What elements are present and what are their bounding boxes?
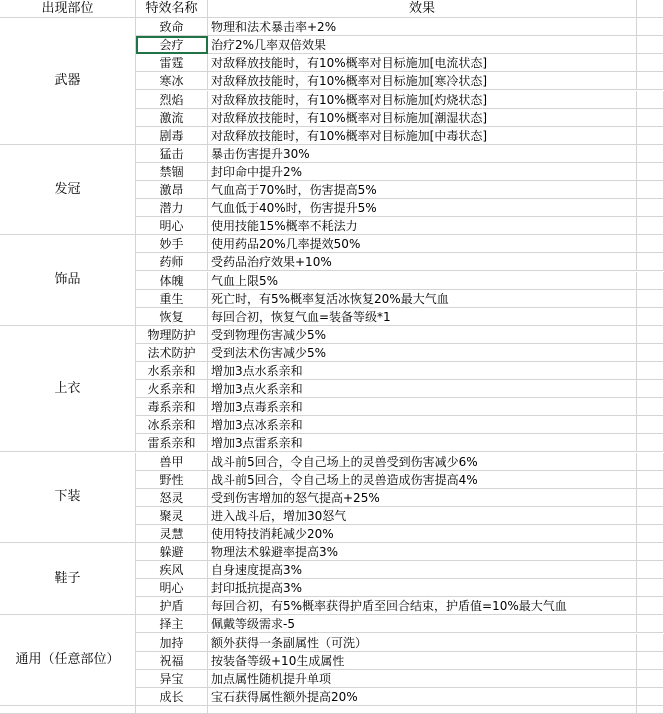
effect-desc-cell[interactable]: 对敌释放技能时，有10%概率对目标施加[电流状态] xyxy=(208,54,637,72)
effect-desc-cell[interactable]: 使用药品20%几率提效50% xyxy=(208,235,637,253)
effect-desc-cell[interactable]: 进入战斗后，增加30怒气 xyxy=(208,507,637,525)
effect-name-cell[interactable]: 灵慧 xyxy=(136,525,208,543)
empty-cell[interactable] xyxy=(637,199,664,217)
effect-name-cell[interactable]: 水系亲和 xyxy=(136,362,208,380)
empty-cell[interactable] xyxy=(637,308,664,326)
part-cell[interactable]: 下装 xyxy=(0,453,136,544)
empty-cell[interactable] xyxy=(637,615,664,633)
effect-name-cell[interactable]: 怒灵 xyxy=(136,489,208,507)
empty-cell[interactable] xyxy=(637,507,664,525)
effect-desc-cell[interactable]: 暴击伤害提升30% xyxy=(208,145,637,163)
empty-cell[interactable] xyxy=(637,145,664,163)
effect-desc-cell[interactable]: 对敌释放技能时，有10%概率对目标施加[潮湿状态] xyxy=(208,109,637,127)
effect-name-cell[interactable]: 雷霆 xyxy=(136,54,208,72)
effect-desc-cell[interactable]: 受药品治疗效果+10% xyxy=(208,253,637,271)
empty-cell[interactable] xyxy=(637,543,664,561)
effect-desc-cell[interactable]: 每回合初，恢复气血=装备等级*1 xyxy=(208,308,637,326)
empty-cell[interactable] xyxy=(637,688,664,706)
effect-name-cell[interactable]: 火系亲和 xyxy=(136,380,208,398)
effect-name-cell[interactable]: 兽甲 xyxy=(136,453,208,471)
effect-desc-cell[interactable]: 封印抵抗提高3% xyxy=(208,579,637,597)
effect-name-cell[interactable]: 激流 xyxy=(136,109,208,127)
effect-desc-cell[interactable]: 使用技能15%概率不耗法力 xyxy=(208,217,637,235)
effect-desc-cell[interactable]: 增加3点冰系亲和 xyxy=(208,416,637,434)
empty-cell[interactable] xyxy=(637,290,664,308)
effect-desc-cell[interactable]: 佩戴等级需求-5 xyxy=(208,615,637,633)
header-cell-part[interactable]: 出现部位 xyxy=(0,0,136,18)
effect-name-cell[interactable]: 致命 xyxy=(136,18,208,36)
empty-cell[interactable] xyxy=(208,706,637,714)
effect-desc-cell[interactable]: 按装备等级+10生成属性 xyxy=(208,652,637,670)
part-cell[interactable]: 通用（任意部位） xyxy=(0,615,136,706)
effect-desc-cell[interactable]: 对敌释放技能时，有10%概率对目标施加[灼烧状态] xyxy=(208,91,637,109)
effect-name-cell[interactable]: 择主 xyxy=(136,615,208,633)
empty-cell[interactable] xyxy=(637,471,664,489)
empty-cell[interactable] xyxy=(637,91,664,109)
effect-name-cell[interactable]: 重生 xyxy=(136,290,208,308)
effect-name-cell[interactable]: 冰系亲和 xyxy=(136,416,208,434)
effect-desc-cell[interactable]: 使用特技消耗减少20% xyxy=(208,525,637,543)
effect-name-cell[interactable]: 毒系亲和 xyxy=(136,398,208,416)
effect-name-cell[interactable]: 体魄 xyxy=(136,272,208,290)
empty-cell[interactable] xyxy=(637,434,664,452)
empty-cell[interactable] xyxy=(637,670,664,688)
effect-name-cell[interactable]: 躲避 xyxy=(136,543,208,561)
empty-cell[interactable] xyxy=(637,380,664,398)
effect-desc-cell[interactable]: 加点属性随机提升单项 xyxy=(208,670,637,688)
effect-desc-cell[interactable]: 对敌释放技能时，有10%概率对目标施加[中毒状态] xyxy=(208,127,637,145)
effect-name-cell[interactable]: 聚灵 xyxy=(136,507,208,525)
empty-cell[interactable] xyxy=(637,109,664,127)
effect-desc-cell[interactable]: 治疗2%几率双倍效果 xyxy=(208,36,637,54)
effect-name-cell[interactable]: 明心 xyxy=(136,579,208,597)
empty-cell[interactable] xyxy=(637,163,664,181)
empty-cell[interactable] xyxy=(0,706,136,714)
empty-cell[interactable] xyxy=(637,127,664,145)
effect-desc-cell[interactable]: 物理和法术暴击率+2% xyxy=(208,18,637,36)
effect-name-cell[interactable]: 加持 xyxy=(136,634,208,652)
empty-cell[interactable] xyxy=(637,54,664,72)
header-cell-effect[interactable]: 效果 xyxy=(208,0,637,18)
effect-name-cell[interactable]: 剧毒 xyxy=(136,127,208,145)
empty-cell[interactable] xyxy=(637,326,664,344)
empty-cell[interactable] xyxy=(637,398,664,416)
empty-cell[interactable] xyxy=(637,362,664,380)
effect-name-cell[interactable]: 妙手 xyxy=(136,235,208,253)
empty-cell[interactable] xyxy=(637,0,664,18)
effect-desc-cell[interactable]: 对敌释放技能时，有10%概率对目标施加[寒冷状态] xyxy=(208,72,637,90)
effect-desc-cell[interactable]: 受到伤害增加的怒气提高+25% xyxy=(208,489,637,507)
empty-cell[interactable] xyxy=(637,235,664,253)
empty-cell[interactable] xyxy=(637,489,664,507)
part-cell[interactable]: 鞋子 xyxy=(0,543,136,615)
effect-desc-cell[interactable]: 封印命中提升2% xyxy=(208,163,637,181)
empty-cell[interactable] xyxy=(637,36,664,54)
effect-name-cell[interactable]: 潜力 xyxy=(136,199,208,217)
effect-name-cell[interactable]: 寒冰 xyxy=(136,72,208,90)
effect-desc-cell[interactable]: 每回合初，有5%概率获得护盾至回合结束，护盾值=10%最大气血 xyxy=(208,597,637,615)
effect-desc-cell[interactable]: 自身速度提高3% xyxy=(208,561,637,579)
effect-desc-cell[interactable]: 死亡时，有5%概率复活冰恢复20%最大气血 xyxy=(208,290,637,308)
empty-cell[interactable] xyxy=(637,525,664,543)
empty-cell[interactable] xyxy=(637,634,664,652)
effect-name-cell[interactable]: 雷系亲和 xyxy=(136,434,208,452)
effect-name-cell[interactable]: 护盾 xyxy=(136,597,208,615)
effect-name-cell[interactable]: 疾风 xyxy=(136,561,208,579)
effect-desc-cell[interactable]: 额外获得一条副属性（可洗） xyxy=(208,634,637,652)
empty-cell[interactable] xyxy=(637,72,664,90)
selected-cell[interactable]: 会疗 xyxy=(136,36,208,54)
effect-desc-cell[interactable]: 增加3点火系亲和 xyxy=(208,380,637,398)
effect-desc-cell[interactable]: 受到法术伤害减少5% xyxy=(208,344,637,362)
effect-name-cell[interactable]: 祝福 xyxy=(136,652,208,670)
effect-desc-cell[interactable]: 宝石获得属性额外提高20% xyxy=(208,688,637,706)
empty-cell[interactable] xyxy=(637,416,664,434)
effect-name-cell[interactable]: 激昂 xyxy=(136,181,208,199)
effect-desc-cell[interactable]: 增加3点毒系亲和 xyxy=(208,398,637,416)
effect-desc-cell[interactable]: 气血高于70%时，伤害提高5% xyxy=(208,181,637,199)
effect-desc-cell[interactable]: 气血上限5% xyxy=(208,272,637,290)
effect-desc-cell[interactable]: 增加3点水系亲和 xyxy=(208,362,637,380)
effect-name-cell[interactable]: 药师 xyxy=(136,253,208,271)
empty-cell[interactable] xyxy=(637,18,664,36)
part-cell[interactable]: 饰品 xyxy=(0,235,136,326)
empty-cell[interactable] xyxy=(637,344,664,362)
effect-desc-cell[interactable]: 受到物理伤害减少5% xyxy=(208,326,637,344)
empty-cell[interactable] xyxy=(136,706,208,714)
effect-name-cell[interactable]: 禁锢 xyxy=(136,163,208,181)
part-cell[interactable]: 发冠 xyxy=(0,145,136,236)
effect-name-cell[interactable]: 猛击 xyxy=(136,145,208,163)
empty-cell[interactable] xyxy=(637,453,664,471)
part-cell[interactable]: 武器 xyxy=(0,18,136,145)
empty-cell[interactable] xyxy=(637,561,664,579)
empty-cell[interactable] xyxy=(637,217,664,235)
empty-cell[interactable] xyxy=(637,253,664,271)
effect-name-cell[interactable]: 恢复 xyxy=(136,308,208,326)
effect-name-cell[interactable]: 烈焰 xyxy=(136,91,208,109)
empty-cell[interactable] xyxy=(637,579,664,597)
effect-name-cell[interactable]: 物理防护 xyxy=(136,326,208,344)
effect-name-cell[interactable]: 成长 xyxy=(136,688,208,706)
empty-cell[interactable] xyxy=(637,272,664,290)
empty-cell[interactable] xyxy=(637,597,664,615)
header-cell-name[interactable]: 特效名称 xyxy=(136,0,208,18)
effect-name-cell[interactable]: 明心 xyxy=(136,217,208,235)
effect-desc-cell[interactable]: 物理法术躲避率提高3% xyxy=(208,543,637,561)
effect-desc-cell[interactable]: 气血低于40%时，伤害提升5% xyxy=(208,199,637,217)
effect-desc-cell[interactable]: 战斗前5回合，令自己场上的灵兽造成伤害提高4% xyxy=(208,471,637,489)
effect-name-cell[interactable]: 法术防护 xyxy=(136,344,208,362)
effect-name-cell[interactable]: 异宝 xyxy=(136,670,208,688)
effect-name-cell[interactable]: 野性 xyxy=(136,471,208,489)
effect-desc-cell[interactable]: 增加3点雷系亲和 xyxy=(208,434,637,452)
effect-desc-cell[interactable]: 战斗前5回合，令自己场上的灵兽受到伤害减少6% xyxy=(208,453,637,471)
empty-cell[interactable] xyxy=(637,181,664,199)
empty-cell[interactable] xyxy=(637,706,664,714)
empty-cell[interactable] xyxy=(637,652,664,670)
part-cell[interactable]: 上衣 xyxy=(0,326,136,453)
